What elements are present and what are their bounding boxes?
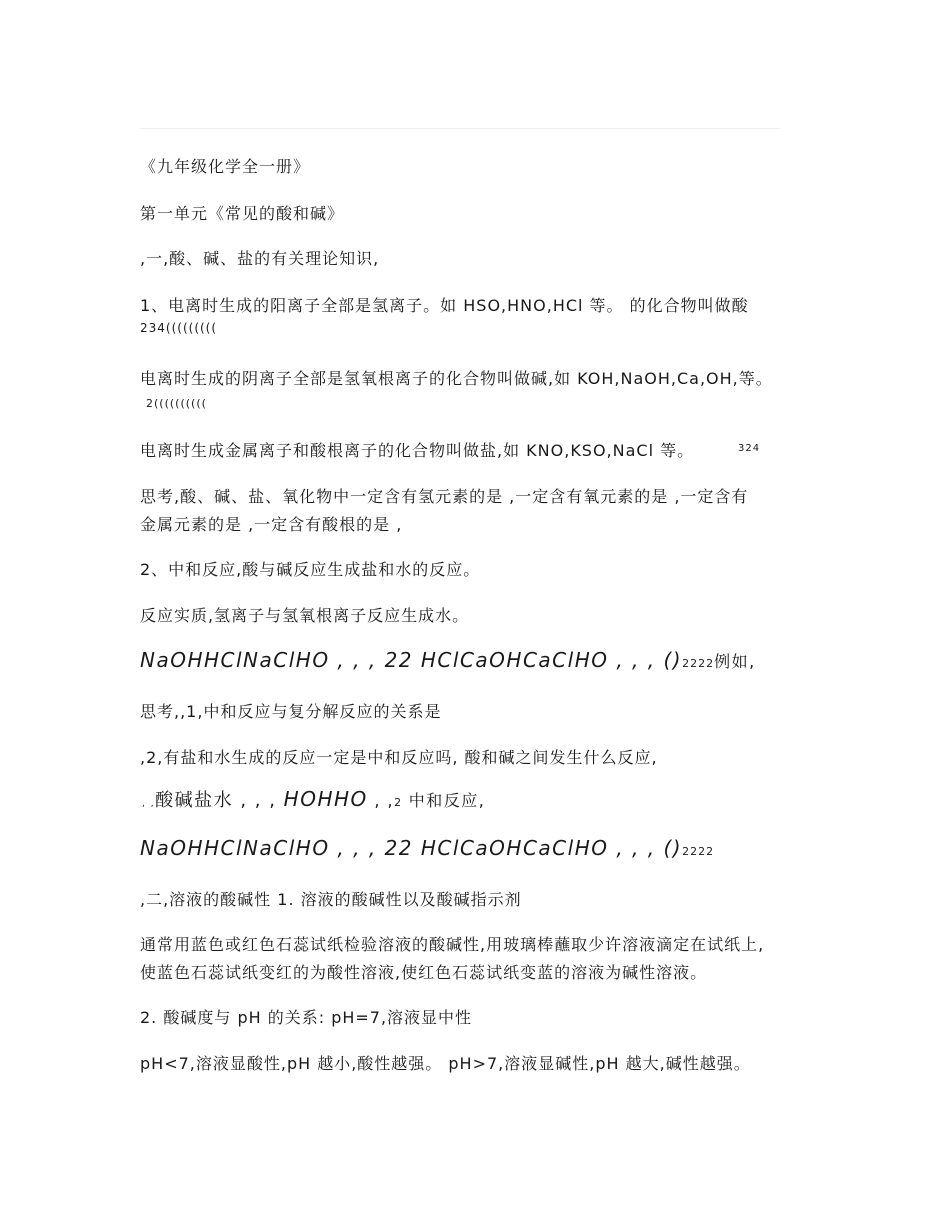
equation-1-tail: 例如, [714, 652, 756, 671]
equation-1-text: NaOHHClNaClHO , , , 22 HClCaOHCaClHO , , , () [140, 648, 683, 672]
salt-formula-subscripts: 324 [738, 443, 761, 454]
equation-1-subscripts: 2222 [682, 657, 715, 670]
equation-example-1 [140, 648, 756, 672]
base-formula-subscripts: 2(((((((((( [146, 397, 207, 410]
paragraph-ph-acid-base: pH<7,溶液显酸性,pH 越小,酸性越强。 pH>7,溶液显碱性,pH 越大,碱性越强。 [140, 1054, 751, 1073]
equation-ionic-mid: , , [367, 791, 395, 810]
equation-ionic-subscript: 2 [394, 796, 403, 809]
equation-ionic [142, 786, 485, 812]
paragraph-base-definition: 电离时生成的阴离子全部是氢氧根离子的化合物叫做碱,如 KOH,NaOH,Ca,OH,等。 [140, 369, 773, 388]
paragraph-ph-neutral: 2. 酸碱度与 pH 的关系: pH=7,溶液显中性 [140, 1008, 473, 1027]
think-question-1b: 金属元素的是 ,一定含有酸根的是 , [140, 515, 403, 534]
think-question-1a: 思考,酸、碱、盐、氧化物中一定含有氢元素的是 ,一定含有氧元素的是 ,一定含有 [140, 487, 749, 506]
section-heading-1: ,一,酸、碱、盐的有关理论知识, [140, 249, 380, 268]
equation-ionic-formula: HOHHO [283, 787, 368, 811]
paragraph-salt-definition: 电离时生成金属离子和酸根离子的化合物叫做盐,如 KNO,KSO,NaCl 等。 [140, 441, 695, 460]
think-question-2: 思考,,1,中和反应与复分解反应的关系是 [140, 702, 442, 721]
equation-2-subscripts: 2222 [682, 845, 715, 858]
paragraph-acid-definition: 1、电离时生成的阳离子全部是氢离子。如 HSO,HNO,HCl 等。 的化合物叫做酸 [140, 296, 749, 315]
header-rule [140, 128, 780, 129]
equation-2-text: NaOHHClNaClHO , , , 22 HClCaOHCaClHO , , , () [140, 836, 683, 860]
book-title: 《九年级化学全一册》 [140, 157, 311, 176]
unit-title: 第一单元《常见的酸和碱》 [140, 204, 345, 223]
section-heading-2: ,二,溶液的酸碱性 1. 溶液的酸碱性以及酸碱指示剂 [140, 890, 522, 909]
equation-example-2 [140, 836, 714, 860]
equation-ionic-words: 酸碱盐水 , , , [155, 790, 284, 811]
equation-ionic-prefix: , , [142, 799, 156, 809]
think-question-3: ,2,有盐和水生成的反应一定是中和反应吗, 酸和碱之间发生什么反应, [140, 748, 658, 767]
paragraph-neutralization: 2、中和反应,酸与碱反应生成盐和水的反应。 [140, 560, 481, 579]
acid-formula-subscripts: 234((((((((( [140, 321, 218, 335]
paragraph-litmus-a: 通常用蓝色或红色石蕊试纸检验溶液的酸碱性,用玻璃棒蘸取少许溶液滴定在试纸上, [140, 935, 765, 954]
paragraph-reaction-essence: 反应实质,氢离子与氢氧根离子反应生成水。 [140, 606, 470, 625]
paragraph-litmus-b: 使蓝色石蕊试纸变红的为酸性溶液,使红色石蕊试纸变蓝的溶液为碱性溶液。 [140, 963, 708, 982]
equation-ionic-tail: 中和反应, [402, 791, 486, 810]
